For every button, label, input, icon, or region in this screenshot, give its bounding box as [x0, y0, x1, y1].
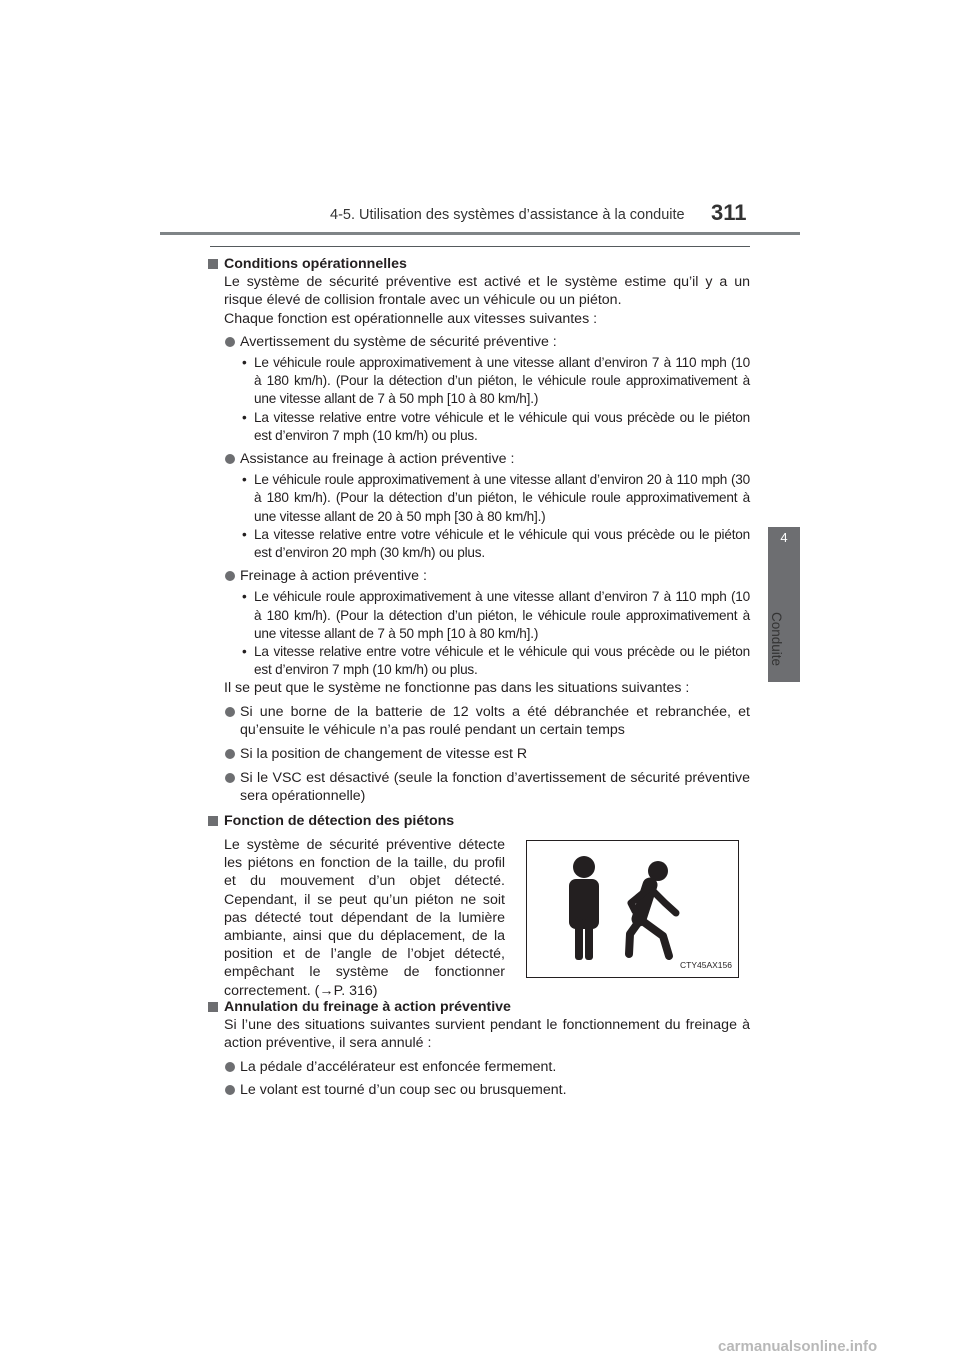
standing-pedestrian-icon [569, 856, 599, 960]
item-text: Le véhicule roule approximativement à une vitesse allant d’environ 20 à 110 mph (30 à 180 km/h). (Pour la détection d’un piéton, le véhicule roule approximativement à une vitesse allant de 20 à 50 mph [30 à 80 km/h].) [254, 472, 750, 524]
item-text: La vitesse relative entre votre véhicule et le véhicule qui vous précède ou le piéton est d’environ 7 mph (10 km/h) ou plus. [254, 409, 750, 443]
bullet-text: Si une borne de la batterie de 12 volts a été débranchée et rebranchée, et qu’ensuite le véhicule n’a pas roulé pendant un certain temps [240, 703, 750, 738]
header-rule [160, 232, 800, 235]
round-bullet-icon [225, 337, 235, 347]
function-title [208, 333, 750, 351]
not-working-intro: Il se peut que le système ne fonctionne pas dans les situations suivantes : [224, 680, 690, 697]
watermark: carmanualsonline.info [718, 1338, 878, 1355]
round-bullet-icon [225, 707, 235, 717]
bullet-text: Si la position de changement de vitesse est R [240, 746, 528, 763]
not-working-item [208, 769, 750, 805]
page-content [208, 255, 750, 1099]
square-bullet-icon [208, 1002, 218, 1012]
content-rule [210, 246, 750, 247]
chapter-tab-number: 4 [780, 530, 788, 545]
function-item: • Le véhicule roule approximativement à une vitesse allant d’environ 7 à 110 mph (10 à 180 km/h). (Pour la détection d’un piéton, le véhicule roule approximativement à une vitesse allant de 7 à 50 mph [10 à 80 km/h].) [242, 355, 750, 407]
round-bullet-icon [225, 1085, 235, 1095]
pedestrian-figure-row [208, 836, 750, 998]
bullet-text: Freinage à action préventive : [240, 568, 427, 585]
heading-text: Fonction de détection des piétons [224, 812, 455, 829]
bullet-text: Le volant est tourné d’un coup sec ou brusquement. [240, 1081, 567, 1098]
bullet-text: Avertissement du système de sécurité préventive : [240, 333, 557, 350]
round-bullet-icon [225, 454, 235, 464]
section-title: 4-5. Utilisation des systèmes d’assistance à la conduite [330, 207, 685, 223]
item-text: La vitesse relative entre votre véhicule et le véhicule qui vous précède ou le piéton est d’environ 20 mph (30 km/h) ou plus. [254, 526, 750, 561]
conditions-intro: Le système de sécurité préventive est activé et le système estime qu’il y a un risque élevé de collision frontale avec un véhicule ou un piéton. [224, 274, 750, 309]
heading-text: Conditions opérationnelles [224, 256, 407, 272]
item-text: Le véhicule roule approximativement à une vitesse allant d’environ 7 à 110 mph (10 à 180 km/h). (Pour la détection d’un piéton, le véhicule roule approximativement à une vitesse allant de 7 à 50 mph [10 à 80 km/h].) [254, 355, 750, 407]
cancel-item [208, 1058, 750, 1076]
round-bullet-icon [225, 773, 235, 783]
conditions-intro-2: Chaque fonction est opérationnelle aux vitesses suivantes : [224, 310, 598, 327]
chapter-tab-label: Conduite [769, 612, 784, 667]
square-bullet-icon [208, 816, 218, 826]
cancel-item [208, 1081, 750, 1099]
function-title [208, 450, 750, 468]
pedestrian-figure [526, 840, 739, 978]
function-item: • La vitesse relative entre votre véhicule et le véhicule qui vous précède ou le piéton est d’environ 7 mph (10 km/h) ou plus. [242, 409, 750, 443]
square-bullet-icon [208, 259, 218, 269]
bullet-text: Assistance au freinage à action préventive : [240, 451, 515, 468]
pedestrian-text: Le système de sécurité préventive détecte les piétons en fonction de la taille, du profil et du mouvement d’un objet détecté. Cependant, il se peut qu’un piéton ne soit pas détecté tout dépendant de la lumière ambiante, ainsi que du déplacement, de la position et de l’angle de l’objet détecté, empêchant le système de fonctionner correctement. (→P. 316) [224, 836, 505, 999]
section-heading-conditions [208, 255, 750, 273]
round-bullet-icon [225, 1062, 235, 1072]
item-text: Le véhicule roule approximativement à une vitesse allant d’environ 7 à 110 mph (10 à 180 km/h). (Pour la détection d’un piéton, le véhicule roule approximativement à une vitesse allant de 7 à 50 mph [10 à 80 km/h].) [254, 589, 750, 641]
bullet-text: Si le VSC est désactivé (seule la fonction d’avertissement de sécurité préventive sera opérationnelle) [240, 770, 750, 805]
not-working-item [208, 745, 750, 763]
round-bullet-icon [225, 571, 235, 581]
round-bullet-icon [225, 749, 235, 759]
walking-pedestrian-icon [629, 861, 676, 956]
item-text: La vitesse relative entre votre véhicule et le véhicule qui vous précède ou le piéton est d’environ 7 mph (10 km/h) ou plus. [254, 644, 750, 678]
not-working-item [208, 703, 750, 739]
function-item: • Le véhicule roule approximativement à une vitesse allant d’environ 7 à 110 mph (10 à 180 km/h). (Pour la détection d’un piéton, le véhicule roule approximativement à une vitesse allant de 7 à 50 mph [10 à 80 km/h].) [242, 589, 750, 641]
cancel-intro: Si l’une des situations suivantes survient pendant le fonctionnement du freinage à action préventive, il sera annulé : [224, 1017, 750, 1052]
section-heading-cancel [208, 998, 750, 1016]
bullet-text: La pédale d’accélérateur est enfoncée fermement. [240, 1058, 557, 1075]
function-item: • La vitesse relative entre votre véhicule et le véhicule qui vous précède ou le piéton est d’environ 20 mph (30 km/h) ou plus. [242, 526, 750, 561]
page-number: 311 [711, 200, 747, 225]
function-item: • La vitesse relative entre votre véhicule et le véhicule qui vous précède ou le piéton est d’environ 7 mph (10 km/h) ou plus. [242, 644, 750, 678]
function-item: • Le véhicule roule approximativement à une vitesse allant d’environ 20 à 110 mph (30 à 180 km/h). (Pour la détection d’un piéton, le véhicule roule approximativement à une vitesse allant de 20 à 50 mph [30 à 80 km/h].) [242, 472, 750, 524]
figure-caption: CTY45AX156 [680, 959, 732, 970]
chapter-tab-label-wrap [769, 612, 796, 682]
section-heading-pedestrian [208, 812, 750, 830]
heading-text: Annulation du freinage à action préventive [224, 998, 511, 1015]
function-title [208, 567, 750, 585]
